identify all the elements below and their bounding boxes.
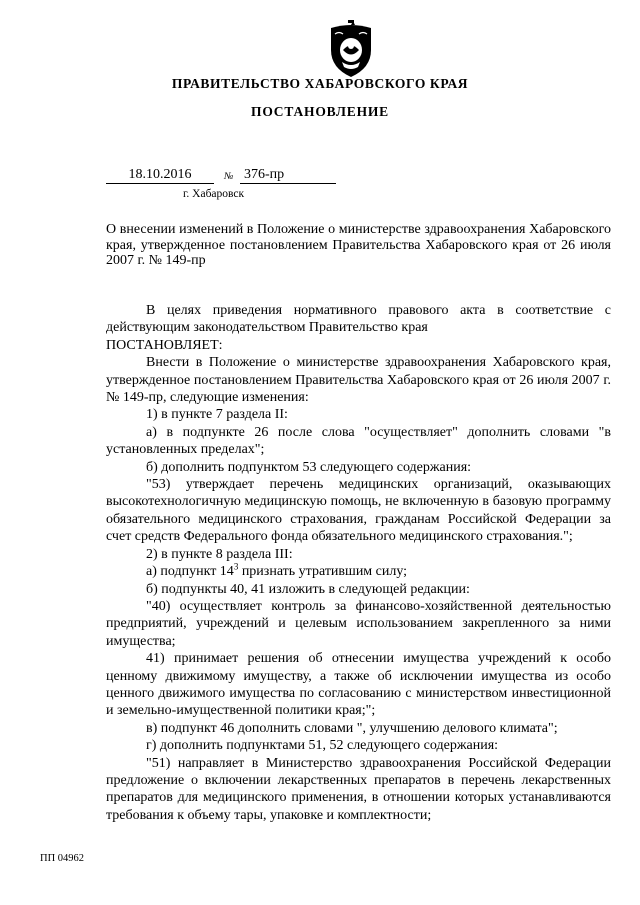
paragraph: Внести в Положение о министерстве здравоохранения Хабаровского края, утвержденное постановлением Правительства Хабаровского края от 26 июля 2007 г. № 149-пр, следующие изменения: xyxy=(106,355,611,406)
city: г. Хабаровск xyxy=(183,188,245,200)
paragraph xyxy=(106,563,611,580)
decree-date: 18.10.2016 xyxy=(106,166,214,184)
document-type: ПОСТАНОВЛЕНИЕ xyxy=(251,104,389,119)
government-title: ПРАВИТЕЛЬСТВО ХАБАРОВСКОГО КРАЯ xyxy=(171,76,469,91)
paragraph: В целях приведения нормативного правового акта в соответствие с действующим законодательством Правительство края xyxy=(106,303,611,336)
decree-number: 376-пр xyxy=(240,166,336,184)
number-sign: № xyxy=(224,171,234,182)
document-code: ПП 04962 xyxy=(40,853,85,864)
paragraph: 1) в пункте 7 раздела II: xyxy=(146,407,288,423)
paragraph: 2) в пункте 8 раздела III: xyxy=(146,546,293,562)
paragraph: б) дополнить подпунктом 53 следующего содержания: xyxy=(146,459,472,475)
paragraph: б) подпункты 40, 41 изложить в следующей редакции: xyxy=(146,581,470,597)
paragraph: в) подпункт 46 дополнить словами ", улучшению делового климата"; xyxy=(146,720,558,736)
decree-body xyxy=(106,302,611,824)
text-span: а) подпункт 14 xyxy=(146,564,234,580)
paragraph: "51) направляет в Министерство здравоохранения Российской Федерации предложение о включении лекарственных препаратов в перечень лекарственных препаратов для медицинского применения, в отношении которых устанавливаются требования к объему тары, упаковке и комплектности; xyxy=(106,755,611,823)
paragraph-decrees: ПОСТАНОВЛЯЕТ: xyxy=(106,337,223,353)
decree-subject: О внесении изменений в Положение о министерстве здравоохранения Хабаровского края, утвержденное постановлением Правительства Хабаровского края от 26 июля 2007 г. № 149-пр xyxy=(106,222,611,268)
paragraph: "53) утверждает перечень медицинских организаций, оказывающих высокотехнологичную медицинскую помощь, не включенную в базовую программу обязательного медицинского страхования, гражданам Российской Федерации за счет средств Федерального фонда обязательного медицинского страхования."; xyxy=(106,477,611,545)
paragraph: г) дополнить подпунктами 51, 52 следующего содержания: xyxy=(146,738,499,754)
text-span: признать утратившим силу; xyxy=(238,564,408,580)
superscript: 3 xyxy=(233,561,239,572)
paragraph: а) в подпункте 26 после слова "осуществляет" дополнить словами "в установленных пределах"; xyxy=(106,424,611,458)
paragraph: "40) осуществляет контроль за финансово-хозяйственной деятельностью предприятий, учреждений и целевым использованием закрепленного за ними имущества; xyxy=(106,598,611,649)
coat-of-arms-icon xyxy=(325,20,377,80)
paragraph: 41) принимает решения об отнесении имущества учреждений к особо ценному движимому имуществу, а также об исключении имущества из особо ценного движимого имущества по согласованию с министерством инвестиционной и земельно-имущественной политики края;"; xyxy=(106,651,611,719)
